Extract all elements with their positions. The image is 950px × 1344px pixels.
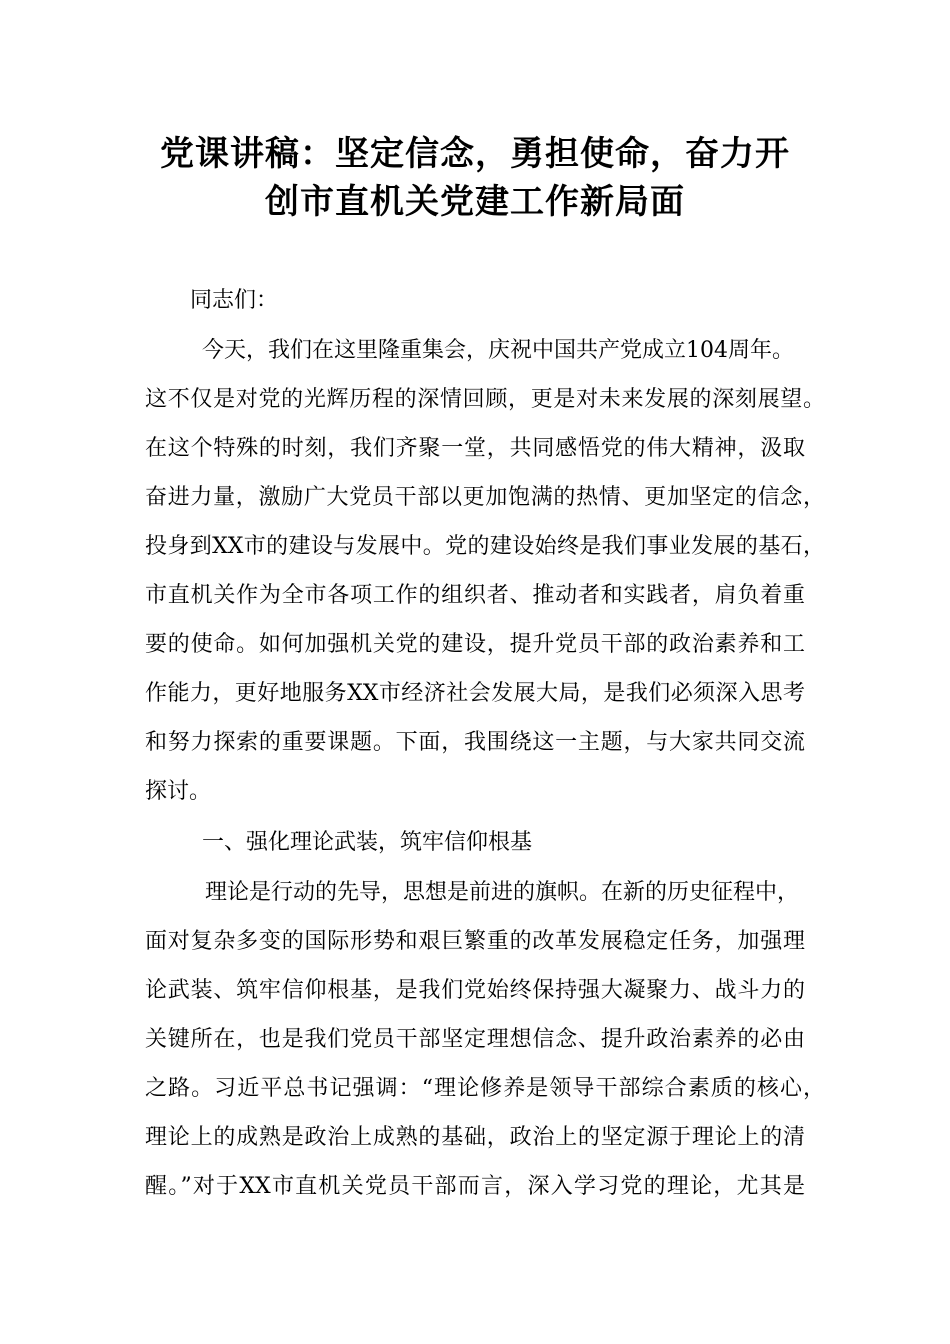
document-title-line-2: 创市直机关党建工作新局面 <box>265 182 685 222</box>
paragraph-line: 关键所在，也是我们党员干部坚定理想信念、提升政治素养的必由 <box>145 1027 805 1052</box>
paragraph-line: 论武装、筑牢信仰根基，是我们党始终保持强大凝聚力、战斗力的 <box>145 978 805 1003</box>
paragraph-line: 理论是行动的先导，思想是前进的旗帜。在新的历史征程中， <box>205 880 800 905</box>
greeting: 同志们： <box>190 288 279 313</box>
paragraph-line: 要的使命。如何加强机关党的建设，提升党员干部的政治素养和工 <box>145 632 805 657</box>
paragraph-line: 醒。”对于XX市直机关党员干部而言，深入学习党的理论，尤其是 <box>145 1174 805 1199</box>
paragraph-line: 投身到XX市的建设与发展中。党的建设始终是我们事业发展的基石， <box>145 534 825 559</box>
paragraph-line: 今天，我们在这里隆重集会，庆祝中国共产党成立104周年。 <box>202 338 794 363</box>
paragraph-line: 这不仅是对党的光辉历程的深情回顾，更是对未来发展的深刻展望。 <box>145 387 825 412</box>
paragraph-line: 市直机关作为全市各项工作的组织者、推动者和实践者，肩负着重 <box>145 583 805 608</box>
paragraph-line: 奋进力量，激励广大党员干部以更加饱满的热情、更加坚定的信念， <box>145 485 825 510</box>
paragraph-line: 和努力探索的重要课题。下面，我围绕这一主题，与大家共同交流 <box>145 730 805 755</box>
document-title-line-1: 党课讲稿：坚定信念，勇担使命，奋力开 <box>160 134 790 174</box>
section-heading: 一、强化理论武装，筑牢信仰根基 <box>202 830 533 855</box>
paragraph-line: 之路。习近平总书记强调：“理论修养是领导干部综合素质的核心， <box>145 1076 825 1101</box>
paragraph-line: 探讨。 <box>145 779 212 804</box>
paragraph-line: 在这个特殊的时刻，我们齐聚一堂，共同感悟党的伟大精神，汲取 <box>145 436 805 461</box>
paragraph-line: 理论上的成熟是政治上成熟的基础，政治上的坚定源于理论上的清 <box>145 1125 805 1150</box>
paragraph-line: 作能力，更好地服务XX市经济社会发展大局，是我们必须深入思考 <box>145 681 805 706</box>
paragraph-line: 面对复杂多变的国际形势和艰巨繁重的改革发展稳定任务，加强理 <box>145 929 805 954</box>
